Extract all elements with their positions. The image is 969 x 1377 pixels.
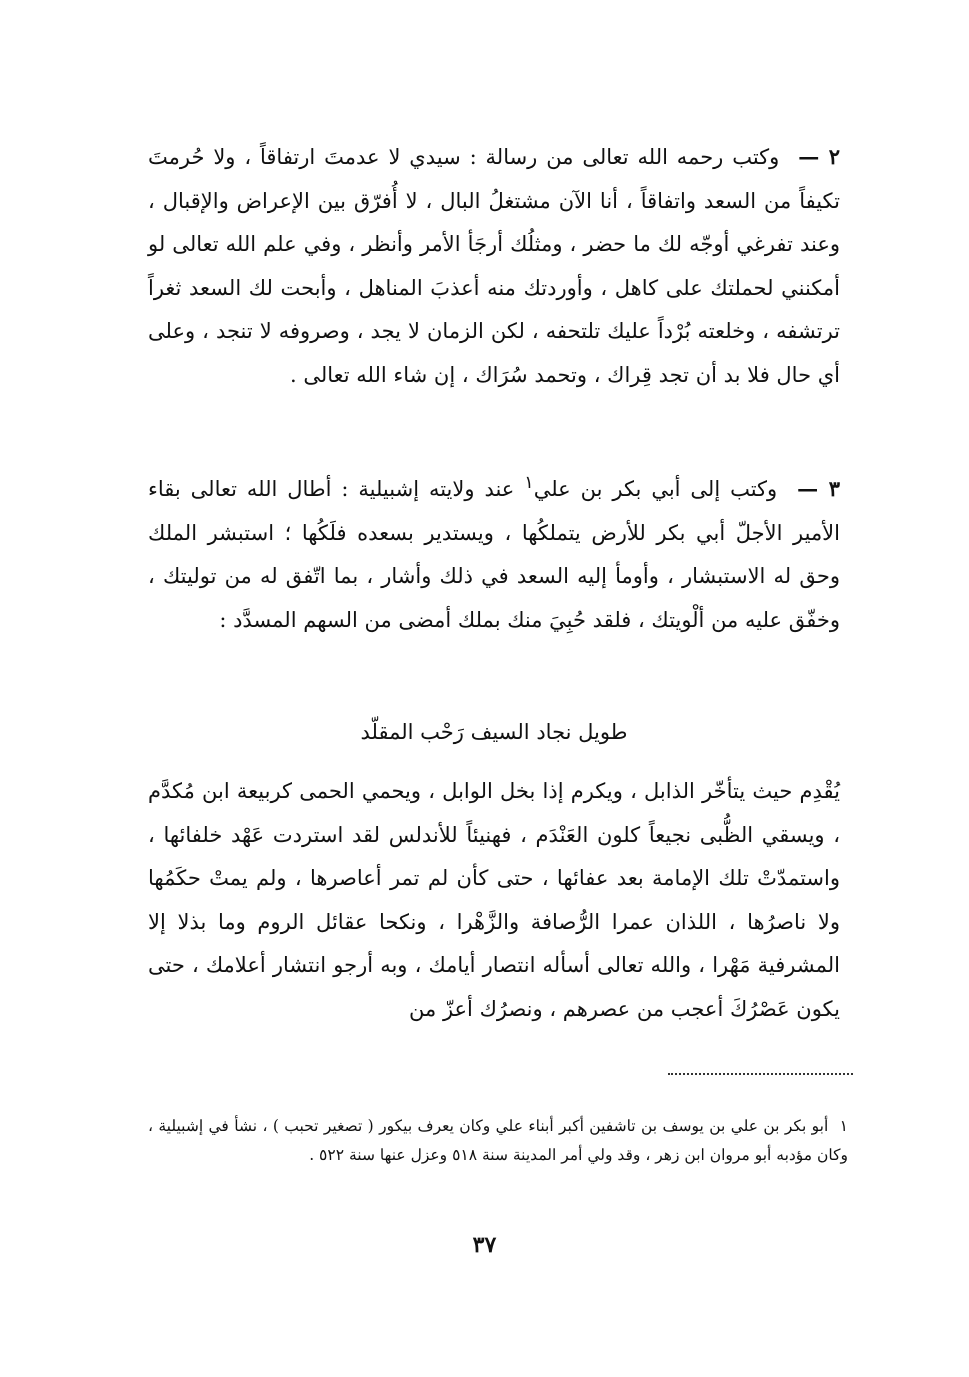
paragraph-number: ٣ — xyxy=(797,476,840,501)
paragraph-2 xyxy=(148,135,840,397)
footnote-text: أبو بكر بن علي بن يوسف بن تاشفين أكبر أبناء علي وكان يعرف بيكور ( تصغير تحبب ) ، نشأ في إشبيلية ، وكان مؤدبه أبو مروان ابن زهر ، وقد ولي أمر المدينة سنة ٥١٨ وعزل عنها سنة ٥٢٢ . xyxy=(148,1117,848,1164)
poem-verse: طويل نجاد السيف رَحْب المقلّد xyxy=(360,720,628,744)
paragraph-text: وكتب رحمه الله تعالى من رسالة : سيدي لا عدمتَ ارتفاقاً ، ولا حُرمتَ تكيفاً من السعد واتفاقاً ، أنا الآن مشتغلُ البال ، لا أُفرّق بين الإعراض والإقبال ، وعند تفرغي أوجّه لك ما حضر ، ومثلُك أرجَأ الأمر وأنظر ، وفي علم الله تعالى لو أمكنني لحملتك على كاهل ، وأوردتك منه أعذبَ المناهل ، وأبحت لك السعد ثغراً ترتشفه ، وخلعته بُرْداً عليك تلتحفه ، لكن الزمان لا يجد ، وصروفه لا تنجد ، وعلى أي حال فلا بد أن تجد قِراك ، وتحمد سُرَاك ، إن شاء الله تعالى . xyxy=(148,145,840,387)
footnote-divider xyxy=(668,1073,853,1075)
paragraph-text: وكتب إلى أبي بكر بن علي xyxy=(533,477,778,501)
prose-paragraph xyxy=(148,770,840,1031)
footnote xyxy=(148,1112,848,1170)
page-number: ٣٧ xyxy=(472,1232,497,1258)
paragraph-3 xyxy=(148,462,840,642)
footnote-reference: ١ xyxy=(524,473,534,493)
footnote-number: ١ xyxy=(839,1117,848,1135)
paragraph-text: يُقْدِم حيث يتأخّر الذابل ، ويكرم إذا بخل الوابل ، ويحمي الحمى كربيعة ابن مُكدَّم ، ويسقي الظُّبى نجيعاً كلون العَنْدَم ، فهنيئاً للأندلس لقد استردت عَهْد خلفائها ، واستمدّتْ تلك الإمامة بعد عفائها ، حتى كأن لم تمر أعاصرها ، ولم يمتْ حكَمُها ولا ناصرُها ، اللذان عمرا الرُّصافة والزَّهْرا ، ونكحا عقائل الروم وما بذلا إلا المشرفية مَهْرا ، والله تعالى أسأله انتصار أيامك ، وبه أرجو انتشار أعلامك ، حتى يكون عَصْرُكَ أعجب من عصرهم ، ونصرُك أعزّ من xyxy=(148,779,840,1021)
paragraph-number: ٢ — xyxy=(798,144,841,169)
paragraph-text: عند ولايته إشبيلية : أطال الله تعالى بقاء الأمير الأجلّ أبي بكر للأرض يتملكُها ، ويستدير بسعده فلَكُها ؛ استبشر الملك وحق له الاستبشار ، وأومأ إليه السعد في ذلك وأشار ، بما اتّفق له من توليتك ، وخفّق عليه من ألْويتك ، فلقد حُبِيَ منك بملك أمضى من السهم المسدَّد : xyxy=(148,477,840,632)
